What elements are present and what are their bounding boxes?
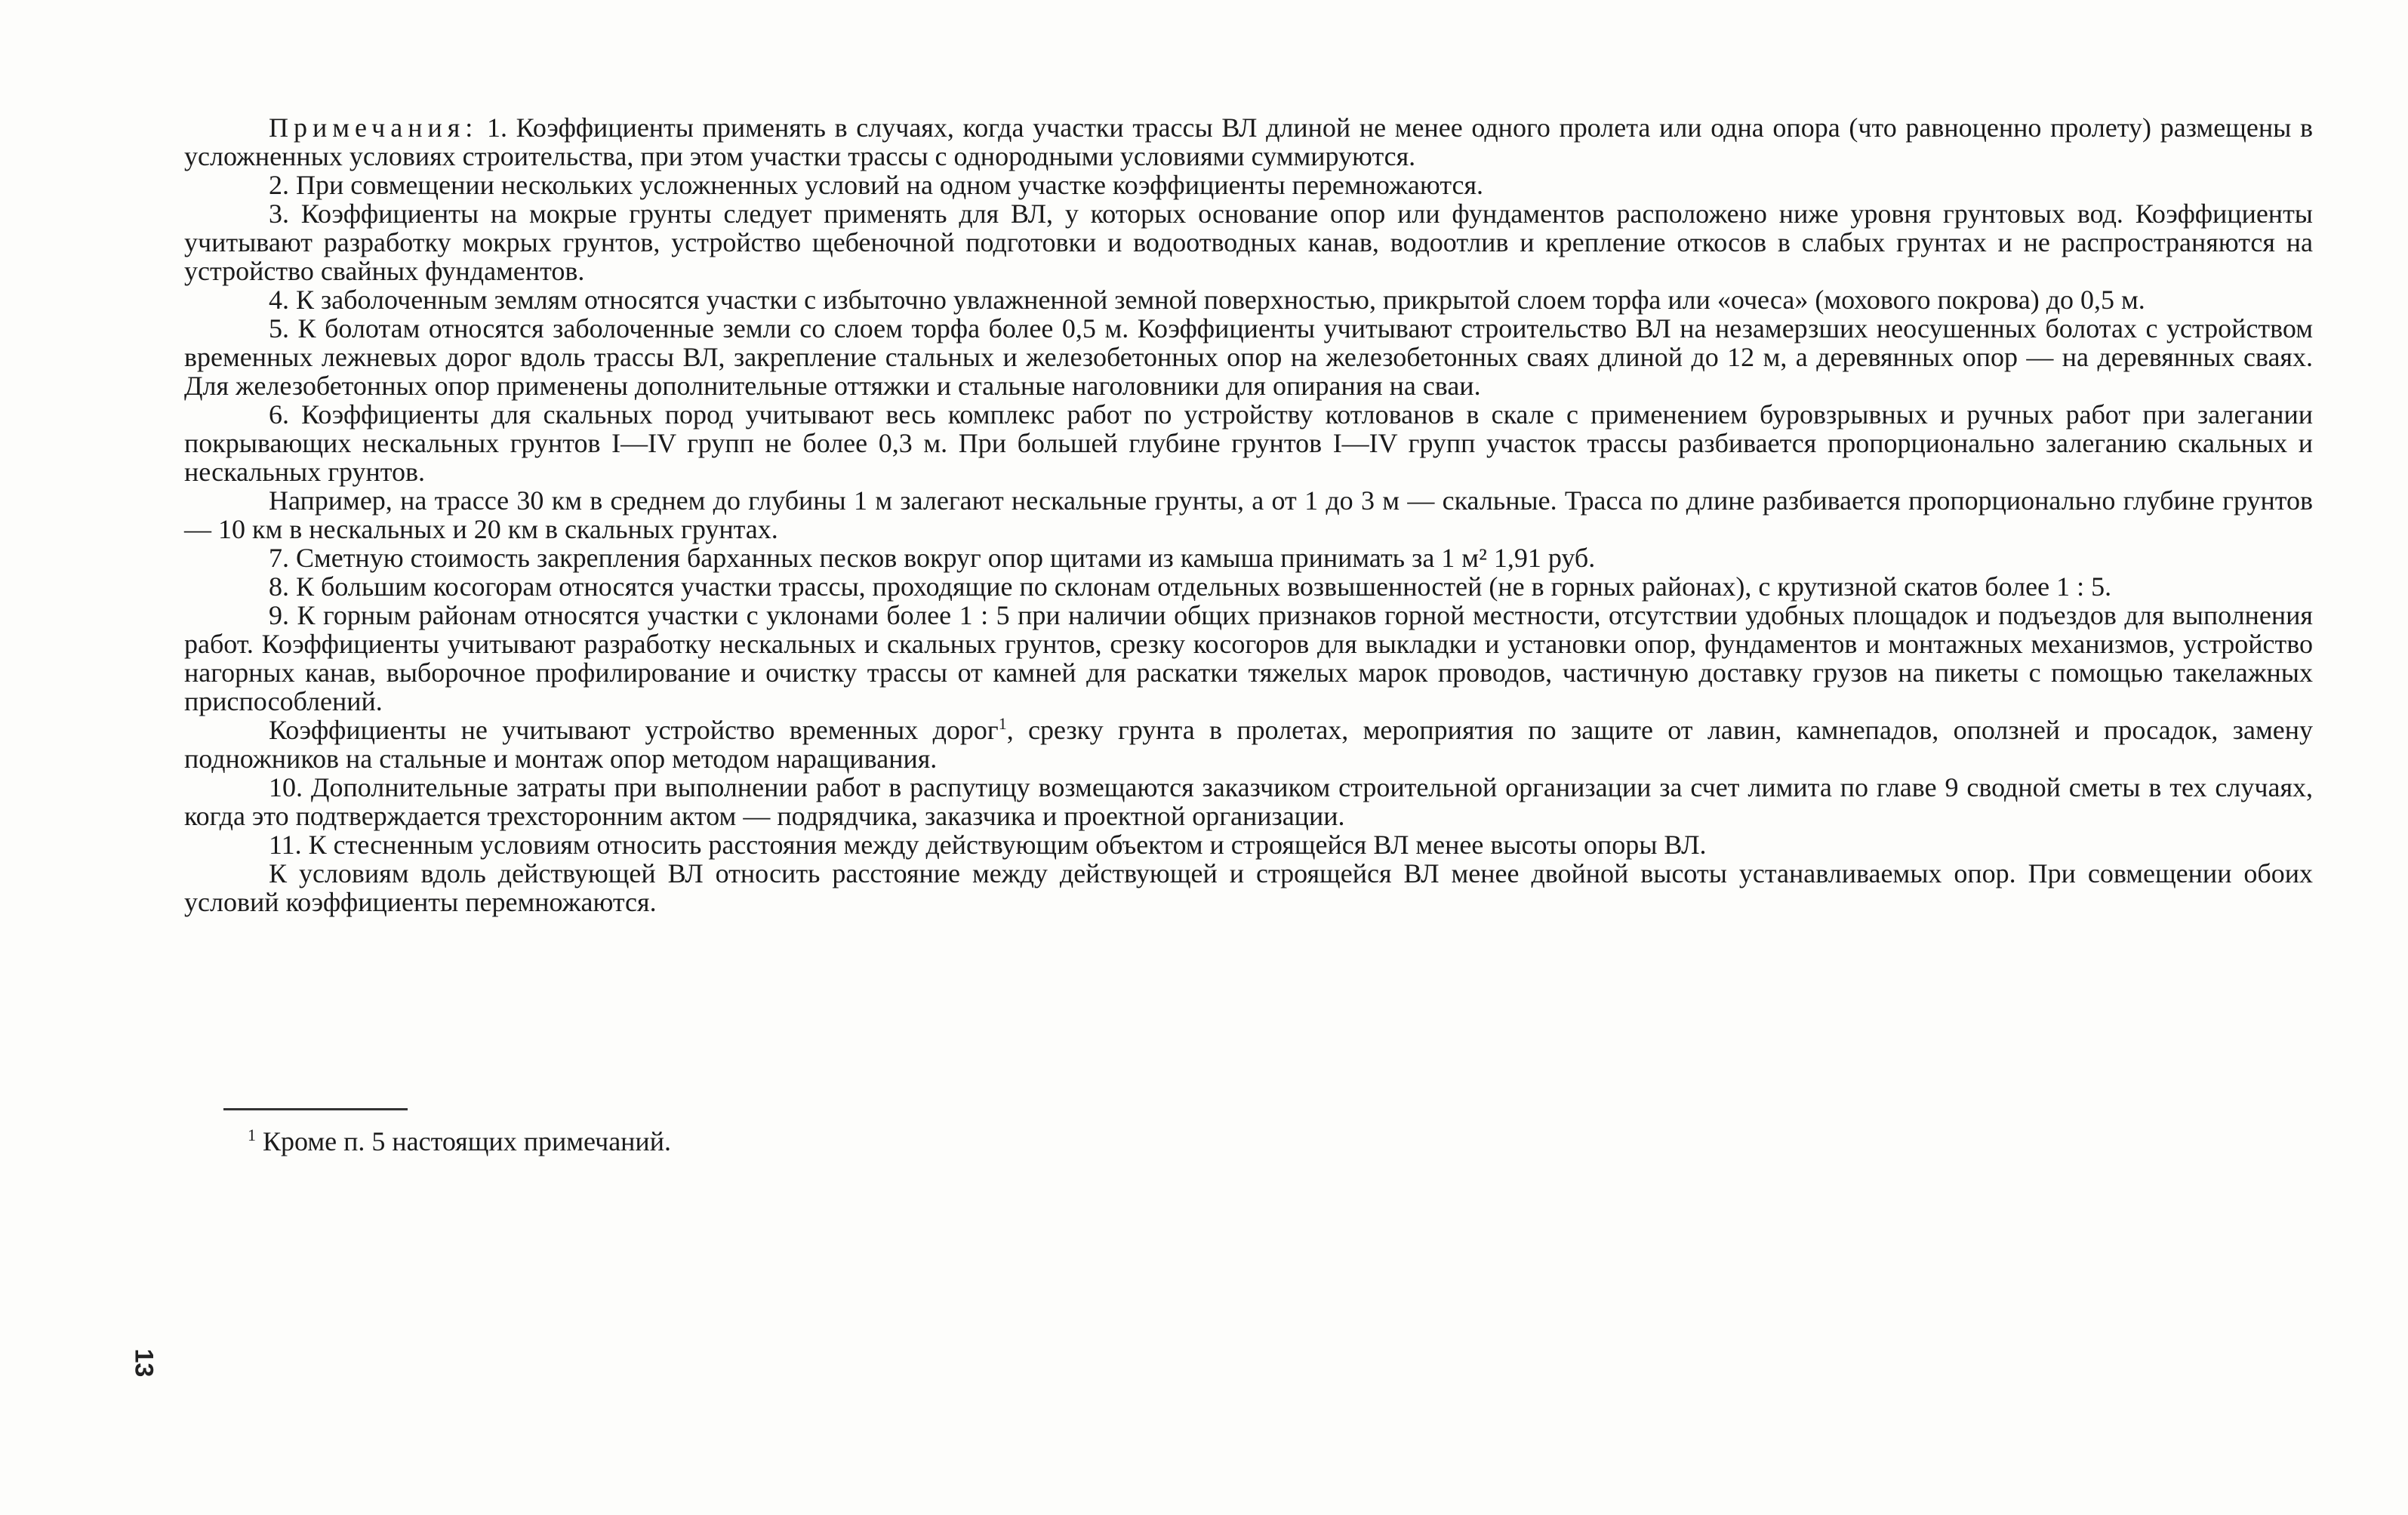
note-3: 3. Коэффициенты на мокрые грунты следует применять для ВЛ, у которых основание опор или фундаментов расположено ниже уровня грунтовых вод. Коэффициенты учитывают разработку мокрых грунтов, устройство щебеночной подготовки и водоотводных канав, водоотлив и крепление откосов в слабых грунтах и не распространяются на устройство свайных фундаментов. — [184, 199, 2313, 286]
note-11-extra: К условиям вдоль действующей ВЛ относить расстояние между действующей и строящейся ВЛ менее двойной высоты устанавливаемых опор. При совмещении обоих условий коэффициенты перемножаются. — [184, 858, 2313, 917]
note-4: 4. К заболоченным землям относятся участки с избыточно увлажненной земной поверхностью, прикрытой слоем торфа или «очеса» (мохового покрова) до 0,5 м. — [269, 285, 2145, 315]
footnote-divider — [223, 1108, 408, 1110]
note-7: 7. Сметную стоимость закрепления барханных песков вокруг опор щитами из камыша принимать за 1 м² 1,91 руб. — [269, 543, 1596, 573]
note-9: 9. К горным районам относятся участки с уклонами более 1 : 5 при наличии общих признаков горной местности, отсутствии удобных площадок и подъездов для выполнения работ. Коэффициенты учитывают разработку нескальных и скальных грунтов, срезку косогоров для выкладки и установки опор, фундаментов и монтажных механизмов, устройство нагорных канав, выборочное профилирование и очистку трассы от камней для раскатки тяжелых марок проводов, частичную доставку грузов на пикеты с помощью такелажных приспособлений. — [184, 600, 2313, 716]
note-9-extra-after: , срезку грунта в пролетах, мероприятия по защите от лавин, камнепадов, оползней и просадок, замену подножников на стальные и монтаж опор методом наращивания. — [184, 715, 2313, 774]
note-1-text: 1. Коэффициенты применять в случаях, когда участки трассы ВЛ длиной не менее одного пролета или одна опора (что равноценно пролету) размещены в усложненных условиях строительства, при этом участки трассы с однородными условиями суммируются. — [184, 112, 2313, 171]
note-11: 11. К стесненным условиям относить расстояния между действующим объектом и строящейся ВЛ менее высоты опоры ВЛ. — [269, 830, 1707, 860]
footnote-mark: 1 — [248, 1125, 256, 1144]
note-5: 5. К болотам относятся заболоченные земли со слоем торфа более 0,5 м. Коэффициенты учитывают строительство ВЛ на незамерзших неосушенных болотах с устройством временных лежневых дорог вдоль трассы ВЛ, закрепление стальных и железобетонных опор на железобетонных сваях длиной до 12 м, а деревянных опор — на деревянных сваях. Для железобетонных опор применены дополнительные оттяжки и стальные наголовники для опирания на сваи. — [184, 313, 2313, 401]
note-10: 10. Дополнительные затраты при выполнении работ в распутицу возмещаются заказчиком строительной организации за счет лимита по главе 9 сводной сметы в тех случаях, когда это подтверждается трехсторонним актом — подрядчика, заказчика и проектной организации. — [184, 772, 2313, 831]
notes-heading: Примечания: — [269, 112, 479, 143]
note-6-example: Например, на трассе 30 км в среднем до глубины 1 м залегают нескальные грунты, а от 1 до 3 м — скальные. Трасса по длине разбивается пропорционально глубине грунтов — 10 км в нескальных и 20 км в скальных грунтах. — [184, 485, 2313, 544]
note-8: 8. К большим косогорам относятся участки трассы, проходящие по склонам отдельных возвышенностей (не в горных районах), с крутизной скатов более 1 : 5. — [269, 571, 2112, 602]
note-2: 2. При совмещении нескольких усложненных условий на одном участке коэффициенты перемножаются. — [269, 170, 1484, 200]
page-number: 13 — [129, 1348, 159, 1378]
note-9-extra — [184, 716, 2313, 773]
note-6: 6. Коэффициенты для скальных пород учитывают весь комплекс работ по устройству котлованов в скале с применением буровзрывных и ручных работ при залегании покрывающих нескальных грунтов I—IV групп не более 0,3 м. При большей глубине грунтов I—IV групп участок трассы разбивается пропорционально залеганию скальных и нескальных грунтов. — [184, 399, 2313, 487]
note-9-extra-before: Коэффициенты не учитывают устройство временных дорог — [269, 715, 999, 745]
footnote-ref: 1 — [998, 714, 1007, 733]
footnote — [248, 1126, 671, 1156]
footnote-text: Кроме п. 5 настоящих примечаний. — [263, 1126, 671, 1156]
notes-block — [184, 113, 2313, 916]
note-1 — [184, 113, 2313, 171]
